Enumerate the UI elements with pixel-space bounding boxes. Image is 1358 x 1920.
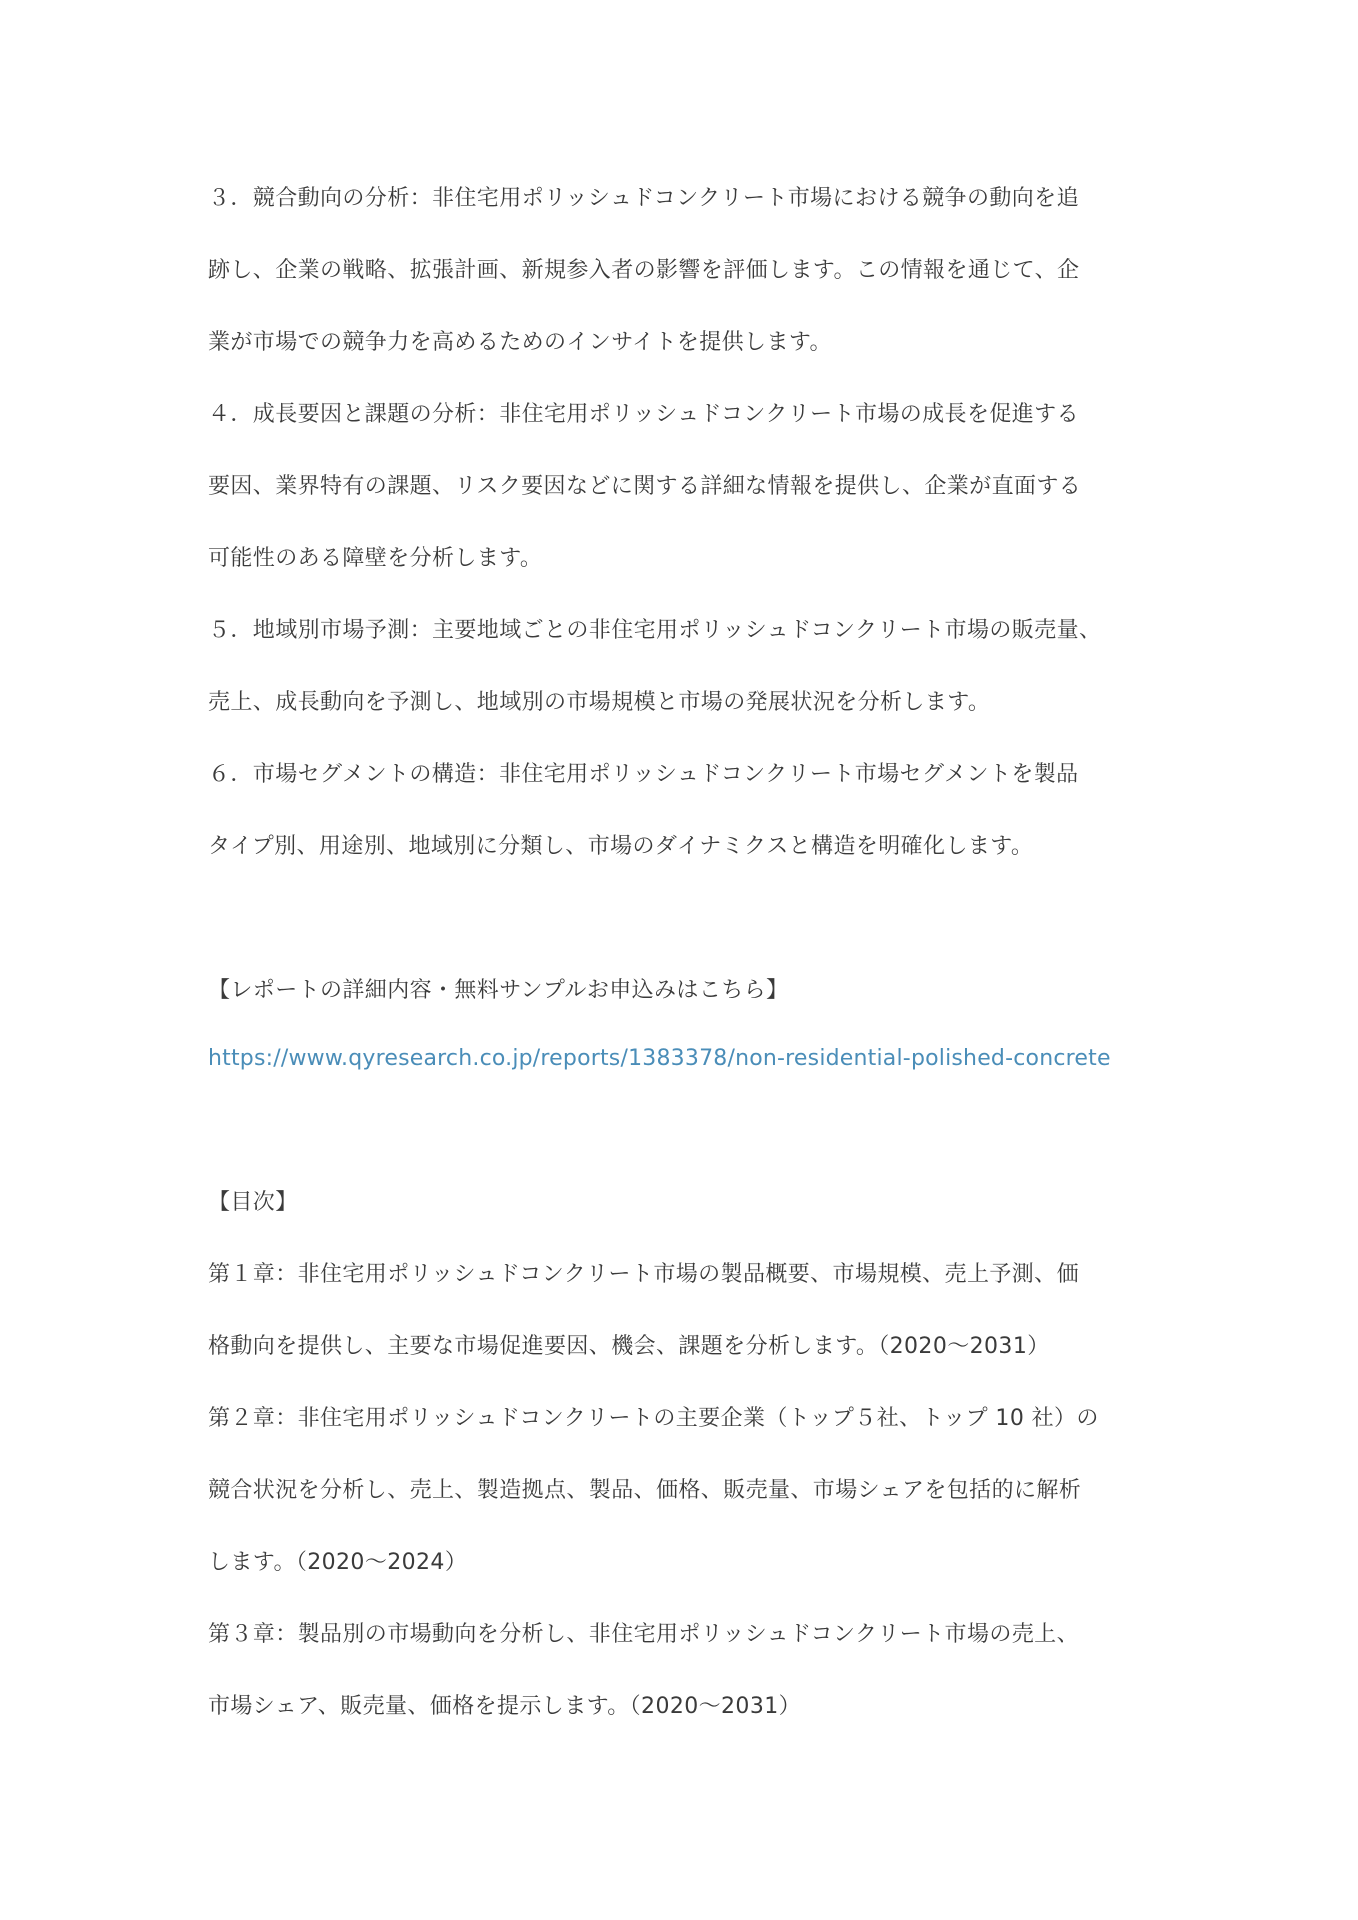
- section-5-line-2: 売上、成長動向を予測し、地域別の市場規模と市場の発展状況を分析します。: [208, 690, 991, 715]
- toc-chapter-1-line-2: 格動向を提供し、主要な市場促進要因、機会、課題を分析します。（2020～2031）: [208, 1334, 1050, 1359]
- toc-chapter-2-line-2: 競合状況を分析し、売上、製造拠点、製品、価格、販売量、市場シェアを包括的に解析: [208, 1478, 1082, 1503]
- section-6-line-2: タイプ別、用途別、地域別に分類し、市場のダイナミクスと構造を明確化します。: [208, 834, 1034, 859]
- toc-chapter-2-line-1: 第２章：非住宅用ポリッシュドコンクリートの主要企業（トップ５社、トップ 10 社）の: [208, 1406, 1099, 1431]
- section-4-line-1: ４．成長要因と課題の分析：非住宅用ポリッシュドコンクリート市場の成長を促進する: [208, 402, 1079, 427]
- section-5-line-1: ５．地域別市場予測：主要地域ごとの非住宅用ポリッシュドコンクリート市場の販売量、: [208, 618, 1102, 643]
- toc-heading: 【目次】: [208, 1190, 298, 1215]
- toc-chapter-2-line-3: します。（2020～2024）: [208, 1550, 468, 1575]
- toc-chapter-1-line-1: 第１章：非住宅用ポリッシュドコンクリート市場の製品概要、市場規模、売上予測、価: [208, 1262, 1079, 1287]
- section-3-line-1: ３．競合動向の分析：非住宅用ポリッシュドコンクリート市場における競争の動向を追: [208, 186, 1079, 211]
- toc-chapter-3-line-1: 第３章：製品別の市場動向を分析し、非住宅用ポリッシュドコンクリート市場の売上、: [208, 1622, 1079, 1647]
- report-url-link[interactable]: https://www.qyresearch.co.jp/reports/1383378/non-residential-polished-concrete: [208, 1046, 1111, 1071]
- section-3-line-2: 跡し、企業の戦略、拡張計画、新規参入者の影響を評価します。この情報を通じて、企: [208, 258, 1080, 283]
- report-heading: 【レポートの詳細内容・無料サンプルお申込みはこちら】: [208, 978, 789, 1003]
- section-4-line-3: 可能性のある障壁を分析します。: [208, 546, 543, 571]
- section-6-line-1: ６．市場セグメントの構造：非住宅用ポリッシュドコンクリート市場セグメントを製品: [208, 762, 1079, 787]
- section-4-line-2: 要因、業界特有の課題、リスク要因などに関する詳細な情報を提供し、企業が直面する: [208, 474, 1082, 499]
- report-link-line: [208, 1044, 1168, 1074]
- section-3-line-3: 業が市場での競争力を高めるためのインサイトを提供します。: [208, 330, 832, 355]
- toc-chapter-3-line-2: 市場シェア、販売量、価格を提示します。（2020～2031）: [208, 1694, 802, 1719]
